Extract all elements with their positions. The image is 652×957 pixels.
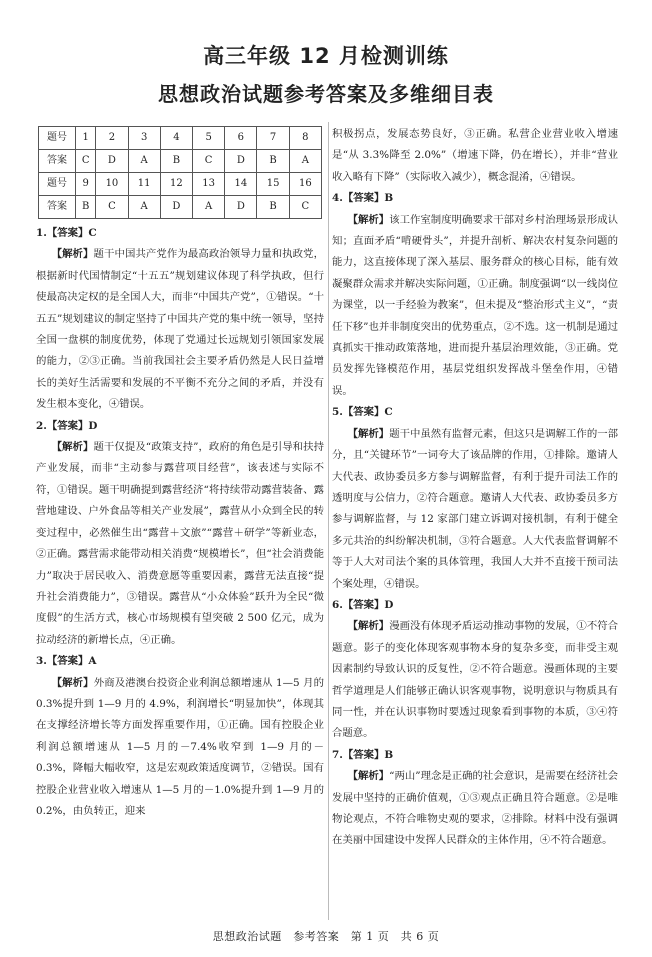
analysis-text: 题干中虽然有监督元素，但这只是调解工作的一部分，且“关键环节”一词夸大了该品牌的作用，①排除。邀请人大代表、政协委员多方参与调解监督，有利于提升司法工作的透明度与公信力，②符合题意。邀请人大代表、政协委员多方参与调解监督，与 12 家部门建立诉调对接机制，有利于健全多元共治的纠纷解决机制，③符合题意。人大代表监督调解不等于人大对司法个案的具体管理，我国人大并不直接干预司法个案处理，④错误。 [332,427,619,590]
analysis-label: 【解析】 [347,213,390,226]
table-row-header: 题号 [39,173,76,196]
table-cell: D [160,196,192,219]
question-4 [332,188,618,402]
table-cell: 5 [193,127,225,150]
answer-label: 【答案】B [342,748,394,761]
table-row-header: 题号 [39,127,76,150]
analysis-label: 【解析】 [347,770,390,783]
answer-label: 【答案】A [46,655,97,668]
answer-table-answer-row [39,196,322,219]
table-cell: 3 [128,127,160,150]
analysis-text: 该工作室制度明确要求干部对乡村治理场景形成认知；直面矛盾“啃硬骨头”，并提升剖析、解决农村复杂问题的能力，这直接体现了深入基层、服务群众的核心目标，能有效凝聚群众需求并解决实际问题，①正确。制度强调“以一线岗位为课堂，以一手经验为教案”，但未提及“整治形式主义”，“责任下移”也并非制度突出的优势重点，②不选。这一机制是通过真抓实干推动政策落地，进而提升基层治理效能，③正确。党员发挥先锋模范作用，基层党组织发挥战斗堡垒作用，④错误。 [332,213,619,397]
question-5 [332,402,618,595]
answer-label: 【答案】D [46,419,98,432]
analysis-text-continued: 积极拐点，发展态势良好，③正确。私营企业营业收入增速是“从 3.3%降至 2.0%”（增速下降，仍在增长），并非“营业收入略有下降”（实际收入减少），概念混淆，④错误。 [332,128,618,183]
question-number: 1. [36,227,47,239]
question-number: 5. [332,406,343,419]
column-divider [328,122,329,920]
analysis-label: 【解析】 [347,427,390,440]
answer-label: 【答案】C [46,227,97,239]
document-title: 高三年级 12 月检测训练 [203,44,449,68]
question-number: 6. [332,598,343,611]
table-row-header: 答案 [39,150,76,173]
answer-table-answer-row [39,150,322,173]
analysis-label: 【解析】 [51,676,94,689]
table-cell: C [96,196,128,219]
table-cell: D [225,196,257,219]
table-cell: A [128,196,160,219]
answer-label: 【答案】D [342,598,394,611]
table-cell: 11 [128,173,160,196]
page-footer: 思想政治试题 参考答案 第 1 页 共 6 页 [212,930,440,943]
table-cell: 16 [289,173,321,196]
answer-label: 【答案】B [342,192,394,205]
table-cell: D [96,150,128,173]
table-cell: 14 [225,173,257,196]
answer-table [38,126,322,219]
question-number: 2. [36,419,47,432]
analysis-text: 题干仅提及“政策支持”，政府的角色是引导和扶持产业发展，而非“主动参与露营项目经营”，该表述与实际不符，①错误。题干明确提到露营经济“将持续带动露营装备、露营地建设、户外食品等相关产业发展”，露营从小众到全民的转变过程中，必然催生出“露营＋文旅”“露营＋研学”等新业态，②正确。露营需求能带动相关消费“规模增长”，但“社会消费能力”取决于居民收入、消费意愿等重要因素，露营无法直接“提升社会消费能力”，③错误。露营从“小众体验”跃升为全民“微度假”的生活方式，核心市场规模有望突破 2 500 亿元，成为拉动经济的新增长点，④正确。 [36,441,324,646]
table-cell: 7 [257,127,289,150]
question-1 [36,223,324,416]
left-column [36,124,324,822]
analysis-label: 【解析】 [51,248,94,261]
analysis-label: 【解析】 [51,441,94,454]
table-cell: C [289,196,321,219]
answer-table-number-row [39,127,322,150]
analysis-text: 外商及港澳台投资企业利润总额增速从 1—5 月的 0.3%提升到 1—9 月的 4.9%，利润增长“明显加快”，体现其在支撑经济增长等方面发挥重要作用，①正确。国有控股企业利润总额增速从 1—5 月的－7.4%收窄到 1—9 月的－0.3%，降幅大幅收窄，这是宏观政策适度调节，②错误。国有控股企业营业收入增速从 1—5 月的－1.0%提升到 1—9 月的 0.2%，由负转正，迎来 [36,676,325,817]
document-subtitle: 思想政治试题参考答案及多维细目表 [158,82,494,106]
question-3-continued [332,124,618,188]
table-cell: 10 [96,173,128,196]
analysis-text: 漫画没有体现矛盾运动推动事物的发展，①不符合题意。影子的变化体现客观事物本身的复杂多变，而非受主观因素制约导致认识的反复性，②不符合题意。漫画体现的主要哲学道理是人们能够正确认识客观事物，说明意识与物质具有同一性，并在认识事物时要透过现象看到事物的本质，③④符合题意。 [332,620,619,740]
analysis-text: 题干中国共产党作为最高政治领导力量和执政党，根据新时代国情制定“十五五”规划建议体现了科学执政，但行使最高决定权的是全国人大，而非“中国共产党”，①错误。“十五五”规划建议的制定坚持了中国共产党的集中统一领导，坚持全国一盘棋的制度优势，体现了党通过长远规划引领国家发展的能力，②③正确。当前我国社会主要矛盾仍然是人民日益增长的美好生活需要和发展的不平衡不充分之间的矛盾，并没有发生根本变化，④错误。 [36,248,325,411]
table-cell: 6 [225,127,257,150]
table-cell: 8 [289,127,321,150]
table-cell: A [193,196,225,219]
question-2 [36,416,324,651]
table-cell: A [128,150,160,173]
question-number: 3. [36,655,47,668]
table-cell: 15 [257,173,289,196]
table-row-header: 答案 [39,196,76,219]
table-cell: B [257,150,289,173]
table-cell: B [76,196,96,219]
table-cell: B [160,150,192,173]
analysis-label: 【解析】 [347,620,390,633]
question-3 [36,651,324,822]
analysis-text: “两山”理念是正确的社会意识，是需要在经济社会发展中坚持的正确价值观，①③观点正确且符合题意。②是唯物论观点，不符合唯物史观的要求，②排除。材料中没有强调在美丽中国建设中发挥人民群众的主体作用，④不符合题意。 [332,770,619,847]
table-cell: 9 [76,173,96,196]
table-cell: 4 [160,127,192,150]
table-cell: 2 [96,127,128,150]
table-cell: C [193,150,225,173]
table-cell: B [257,196,289,219]
question-7 [332,745,618,852]
table-cell: 13 [193,173,225,196]
table-cell: D [225,150,257,173]
answer-label: 【答案】C [342,406,393,419]
question-number: 7. [332,748,343,761]
table-cell: A [289,150,321,173]
question-number: 4. [332,192,343,205]
question-6 [332,595,618,745]
right-column [332,124,618,852]
table-cell: 12 [160,173,192,196]
answer-table-number-row [39,173,322,196]
table-cell: 1 [76,127,96,150]
table-cell: C [76,150,96,173]
